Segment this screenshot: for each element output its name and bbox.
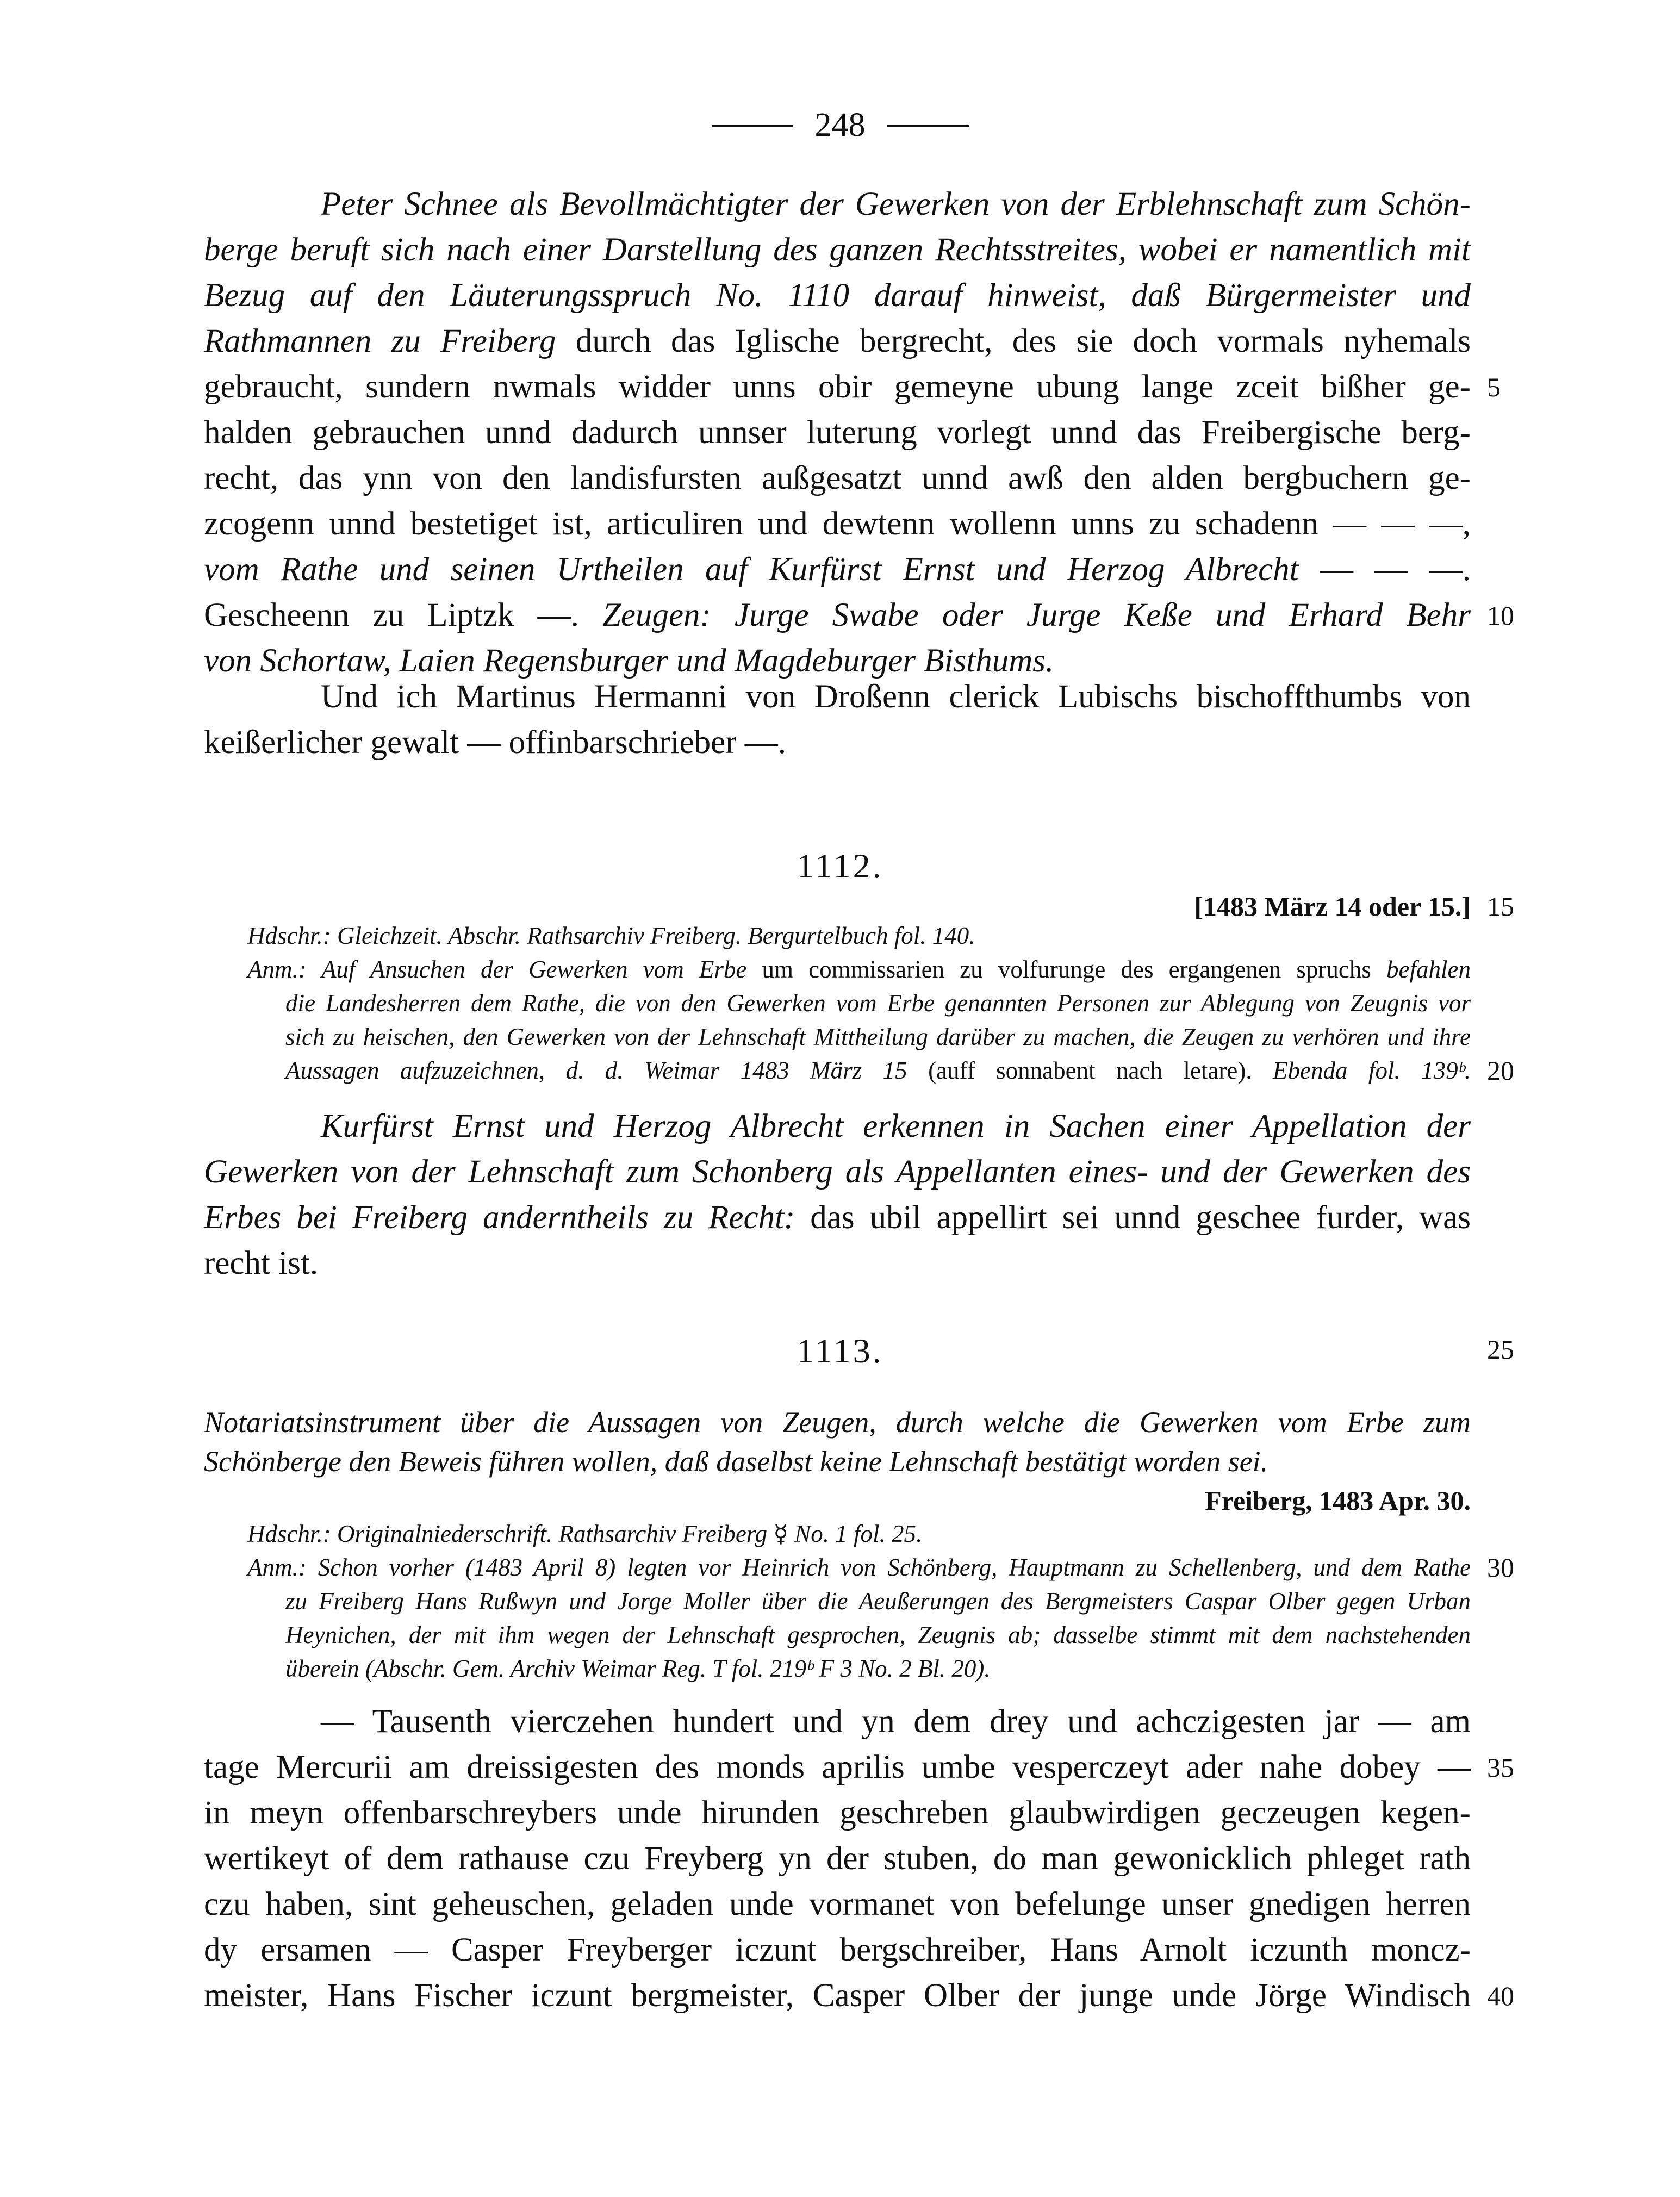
annotation-line: sich zu heischen, den Gewerken von der Lehnschaft Mittheilung darüber zu machen, die Zeugen zu verhören und ihre	[285, 1023, 1471, 1050]
text-line: Und ich Martinus Hermanni von Droßenn clerick Lubischs bischoffthumbs von	[321, 679, 1471, 715]
text-line: recht, das ynn von den landisfursten außgesatzt unnd awß den alden bergbuchern ge-	[204, 460, 1471, 496]
page-number: 248	[0, 103, 1680, 147]
line-number: 10	[1487, 600, 1514, 631]
text-line: keißerlicher gewalt — offinbarschrieber —.	[204, 724, 787, 761]
page-number-dash-right	[887, 125, 969, 127]
annotation-line: zu Freiberg Hans Rußwyn und Jorge Moller über die Aeußerungen des Bergmeisters Caspar Olber gegen Urban	[285, 1588, 1471, 1615]
manuscript-note: Hdschr.: Originalniederschrift. Rathsarchiv Freiberg ☿ No. 1 fol. 25.	[247, 1520, 923, 1547]
line-number: 25	[1487, 1334, 1514, 1365]
entry-number: 1113.	[797, 1331, 883, 1370]
line-number: 20	[1487, 1055, 1514, 1086]
text-line: halden gebrauchen unnd dadurch unnser luterung vorlegt unnd das Freibergische berg-	[204, 414, 1471, 451]
text-line: dy ersamen — Casper Freyberger iczunt bergschreiber, Hans Arnolt iczunth moncz-	[204, 1932, 1471, 1968]
entry-date: [1483 März 14 oder 15.]	[1194, 891, 1471, 922]
manuscript-note: Hdschr.: Gleichzeit. Abschr. Rathsarchiv Freiberg. Bergurtelbuch fol. 140.	[247, 922, 975, 949]
summary-line: Schönberge den Beweis führen wollen, daß daselbst keine Lehnschaft bestätigt worden sei.	[204, 1445, 1268, 1478]
annotation-line: Heynichen, der mit ihm wegen der Lehnschaft gesprochen, Zeugnis ab; dasselbe stimmt mit dem nachstehenden	[285, 1621, 1471, 1648]
page-number-dash-left	[712, 125, 793, 127]
text-line: gebraucht, sundern nwmals widder unns obir gemeyne ubung lange zceit bißher ge-	[204, 369, 1471, 405]
text-line: in meyn offenbarschreybers unde hirunden geschreben glaubwirdigen geczeugen kegen-	[204, 1795, 1471, 1831]
summary-line: Notariatsinstrument über die Aussagen von Zeugen, durch welche die Gewerken vom Erbe zum	[204, 1406, 1471, 1439]
text-line: Rathmannen zu Freiberg durch das Iglische bergrecht, des sie doch vormals nyhemals	[204, 323, 1471, 359]
line-number: 5	[1487, 372, 1501, 402]
annotation-line: Anm.: Schon vorher (1483 April 8) legten vor Heinrich von Schönberg, Hauptmann zu Schellenberg, und dem Rathe	[247, 1554, 1471, 1581]
line-number: 30	[1487, 1552, 1514, 1583]
text-line: czu haben, sint geheuschen, geladen unde vormanet von befelunge unser gnedigen herren	[204, 1886, 1471, 1922]
text-line: — Tausenth vierczehen hundert und yn dem drey und achczigesten jar — am	[321, 1703, 1471, 1740]
text-line: berge beruft sich nach einer Darstellung des ganzen Rechtsstreites, wobei er namentlich mit	[204, 232, 1471, 268]
annotation-line: überein (Abschr. Gem. Archiv Weimar Reg. T fol. 219ᵇ F 3 No. 2 Bl. 20).	[285, 1655, 991, 1682]
line-number: 40	[1487, 1981, 1514, 2011]
text-line: Erbes bei Freiberg anderntheils zu Recht: das ubil appellirt sei unnd geschee furder, was	[204, 1199, 1471, 1236]
text-line: Gewerken von der Lehnschaft zum Schonberg als Appellanten eines- und der Gewerken des	[204, 1154, 1471, 1190]
text-line: recht ist.	[204, 1245, 319, 1281]
text-line: wertikeyt of dem rathause czu Freyberg yn der stuben, do man gewonicklich phleget rath	[204, 1840, 1471, 1877]
annotation-line: die Landesherren dem Rathe, die von den Gewerken vom Erbe genannten Personen zur Ablegung von Zeugnis vor	[285, 989, 1471, 1017]
text-line: tage Mercurii am dreissigesten des monds aprilis umbe vesperczeyt ader nahe dobey —	[204, 1749, 1471, 1785]
text-line: meister, Hans Fischer iczunt bergmeister, Casper Olber der junge unde Jörge Windisch	[204, 1977, 1471, 2014]
text-line: Bezug auf den Läuterungsspruch No. 1110 darauf hinweist, daß Bürgermeister und	[204, 277, 1471, 314]
text-line: vom Rathe und seinen Urtheilen auf Kurfürst Ernst und Herzog Albrecht — — —.	[204, 551, 1471, 588]
line-number: 15	[1487, 891, 1514, 922]
annotation-line: Aussagen aufzuzeichnen, d. d. Weimar 1483 März 15 (auff sonnabent nach letare). Ebenda fol. 139ᵇ.	[285, 1057, 1471, 1084]
line-number: 35	[1487, 1752, 1514, 1783]
text-line: zcogenn unnd bestetiget ist, articuliren und dewtenn wollenn unns zu schadenn — — —,	[204, 506, 1471, 542]
text-line: Gescheenn zu Liptzk —. Zeugen: Jurge Swabe oder Jurge Keße und Erhard Behr	[204, 597, 1471, 633]
text-line: Kurfürst Ernst und Herzog Albrecht erkennen in Sachen einer Appellation der	[321, 1108, 1471, 1144]
entry-number: 1112.	[797, 847, 883, 885]
text-line: Peter Schnee als Bevollmächtigter der Gewerken von der Erblehnschaft zum Schön-	[321, 186, 1471, 222]
text-line: von Schortaw, Laien Regensburger und Magdeburger Bisthums.	[204, 643, 1054, 679]
annotation-line: Anm.: Auf Ansuchen der Gewerken vom Erbe um commissarien zu volfurunge des ergangenen spruchs befahlen	[247, 956, 1471, 983]
entry-date: Freiberg, 1483 Apr. 30.	[1205, 1485, 1471, 1516]
